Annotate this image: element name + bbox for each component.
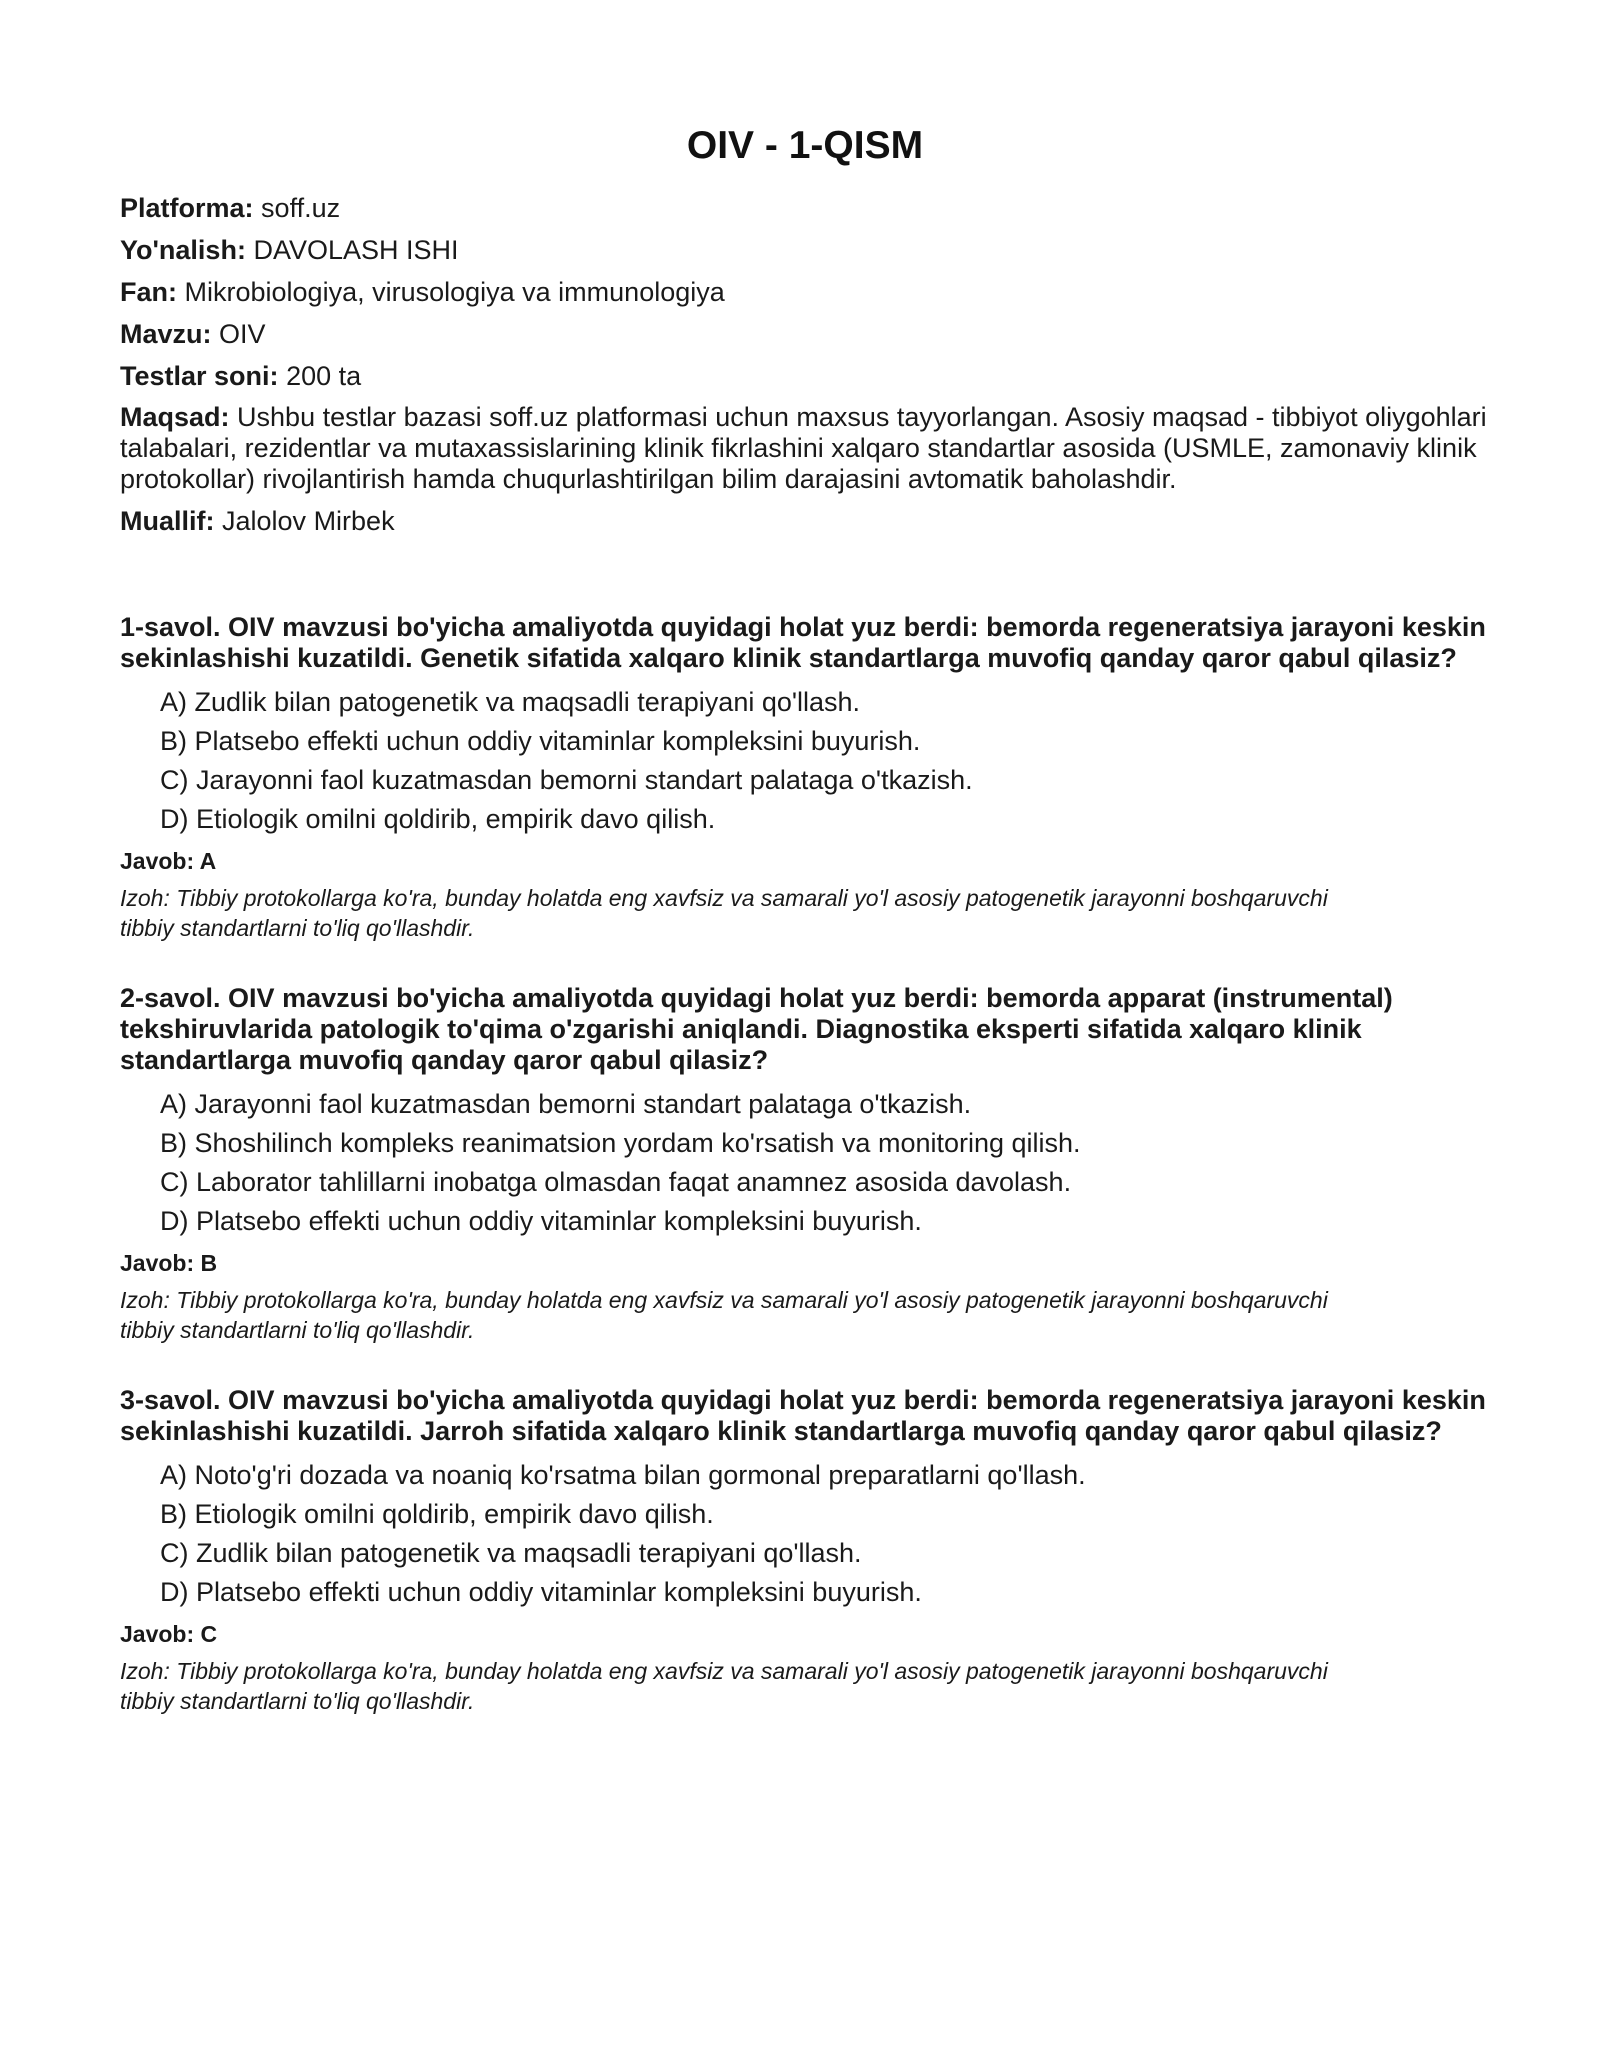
question-text: 1-savol. OIV mavzusi bo'yicha amaliyotda quyidagi holat yuz berdi: bemorda regeneratsiya jarayoni keskin sekinlashishi kuzatildi. Genetik sifatida xalqaro klinik standartlarga muvofiq qanday qaror qabul qilasiz? <box>120 612 1486 673</box>
meta-label: Fan: <box>120 277 177 307</box>
meta-label: Testlar soni: <box>120 361 279 391</box>
options-list <box>120 686 1490 835</box>
meta-label: Muallif: <box>120 506 215 536</box>
meta-label: Maqsad: <box>120 402 230 432</box>
meta-topic <box>120 318 1490 350</box>
question-2 <box>120 983 1490 1345</box>
question-1 <box>120 612 1490 943</box>
meta-value: 200 ta <box>286 361 362 391</box>
option-c: C) Jarayonni faol kuzatmasdan bemorni standart palataga o'tkazish. <box>160 765 973 795</box>
answer-label: Javob: A <box>120 848 217 874</box>
meta-value: soff.uz <box>261 193 341 223</box>
meta-label: Yo'nalish: <box>120 235 246 265</box>
meta-value: Mikrobiologiya, virusologiya va immunologiya <box>184 277 725 307</box>
option-a: A) Jarayonni faol kuzatmasdan bemorni standart palataga o'tkazish. <box>160 1089 972 1119</box>
options-list <box>120 1459 1490 1608</box>
option-b: B) Etiologik omilni qoldirib, empirik davo qilish. <box>160 1499 714 1529</box>
meta-platform <box>120 192 1490 224</box>
option-d: D) Platsebo effekti uchun oddiy vitaminlar kompleksini buyurish. <box>160 1577 922 1607</box>
option-b: B) Platsebo effekti uchun oddiy vitaminlar kompleksini buyurish. <box>160 726 921 756</box>
answer-label: Javob: C <box>120 1621 218 1647</box>
answer-label: Javob: B <box>120 1250 218 1276</box>
explanation-text: Izoh: Tibbiy protokollarga ko'ra, bunday holatda eng xavfsiz va samarali yo'l asosiy patogenetik jarayonni boshqaruvchi tibbiy standartlarni to'liq qo'llashdir. <box>120 1287 1328 1343</box>
option-c: C) Laborator tahlillarni inobatga olmasdan faqat anamnez asosida davolash. <box>160 1167 1072 1197</box>
document-title: OIV - 1-QISM <box>686 124 924 167</box>
meta-value: OIV <box>219 319 266 349</box>
meta-direction <box>120 234 1490 266</box>
meta-value: Jalolov Mirbek <box>222 506 395 536</box>
meta-label: Platforma: <box>120 193 254 223</box>
option-d: D) Platsebo effekti uchun oddiy vitaminlar kompleksini buyurish. <box>160 1206 922 1236</box>
option-c: C) Zudlik bilan patogenetik va maqsadli terapiyani qo'llash. <box>160 1538 862 1568</box>
explanation-text: Izoh: Tibbiy protokollarga ko'ra, bunday holatda eng xavfsiz va samarali yo'l asosiy patogenetik jarayonni boshqaruvchi tibbiy standartlarni to'liq qo'llashdir. <box>120 1658 1328 1714</box>
explanation-text: Izoh: Tibbiy protokollarga ko'ra, bunday holatda eng xavfsiz va samarali yo'l asosiy patogenetik jarayonni boshqaruvchi tibbiy standartlarni to'liq qo'llashdir. <box>120 885 1328 941</box>
question-text: 2-savol. OIV mavzusi bo'yicha amaliyotda quyidagi holat yuz berdi: bemorda apparat (instrumental) tekshiruvlarida patologik to'qima o'zgarishi aniqlandi. Diagnostika eksperti sifatida xalqaro klinik standartlarga muvofiq qanday qaror qabul qilasiz? <box>120 983 1393 1075</box>
option-a: A) Noto'g'ri dozada va noaniq ko'rsatma bilan gormonal preparatlarni qo'llash. <box>160 1460 1086 1490</box>
meta-author <box>120 505 1490 537</box>
options-list <box>120 1088 1490 1237</box>
option-d: D) Etiologik omilni qoldirib, empirik davo qilish. <box>160 804 716 834</box>
question-list <box>120 612 1490 1716</box>
document-page <box>120 0 1490 1756</box>
meta-label: Mavzu: <box>120 319 212 349</box>
option-a: A) Zudlik bilan patogenetik va maqsadli terapiyani qo'llash. <box>160 687 861 717</box>
metadata-block <box>120 192 1490 537</box>
meta-purpose <box>120 402 1490 495</box>
meta-test-count <box>120 360 1490 392</box>
meta-value: Ushbu testlar bazasi soff.uz platformasi uchun maxsus tayyorlangan. Asosiy maqsad - tibbiyot oliygohlari talabalari, rezidentlar va mutaxassislarining klinik fikrlashini xalqaro standartlar asosida (USMLE, zamonaviy klinik protokollar) rivojlantirish hamda chuqurlashtirilgan bilim darajasini avtomatik baholashdir. <box>120 402 1487 494</box>
meta-value: DAVOLASH ISHI <box>253 235 459 265</box>
question-text: 3-savol. OIV mavzusi bo'yicha amaliyotda quyidagi holat yuz berdi: bemorda regeneratsiya jarayoni keskin sekinlashishi kuzatildi. Jarroh sifatida xalqaro klinik standartlarga muvofiq qanday qaror qabul qilasiz? <box>120 1385 1486 1446</box>
meta-subject <box>120 276 1490 308</box>
option-b: B) Shoshilinch kompleks reanimatsion yordam ko'rsatish va monitoring qilish. <box>160 1128 1081 1158</box>
question-3 <box>120 1385 1490 1716</box>
